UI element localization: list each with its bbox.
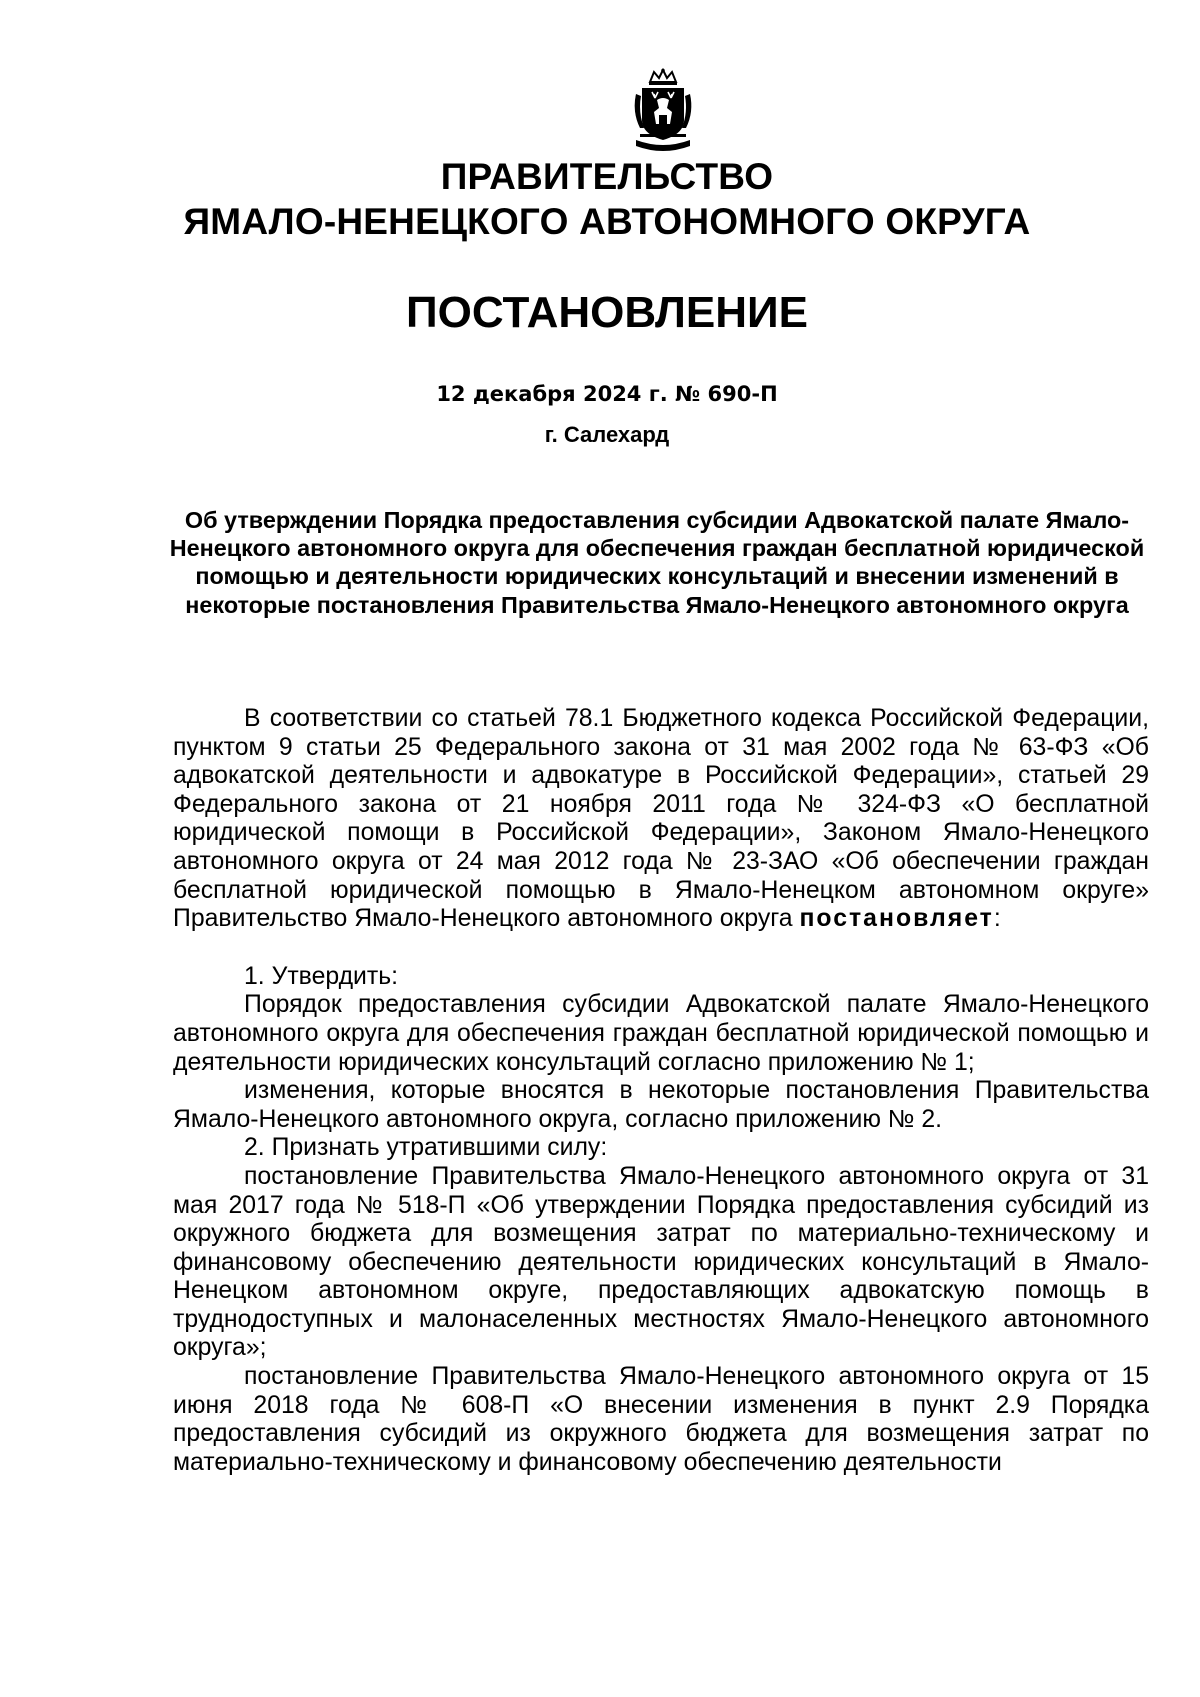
document-city: г. Салехард xyxy=(544,422,670,447)
document-date-number: 12 декабря 2024 г. № 690-П xyxy=(436,382,778,406)
coat-of-arms-icon xyxy=(630,68,696,154)
item-1-subitem-b: изменения, которые вносятся в некоторые постановления Правительства Ямало-Ненецкого автономного округа, согласно приложению № 2. xyxy=(173,1077,1149,1133)
paragraph-gap xyxy=(173,934,1149,963)
preamble-colon: : xyxy=(993,905,1001,933)
item-2-subitem-a: постановление Правительства Ямало-Ненецкого автономного округа от 31 мая 2017 года № 518-П «Об утверждении Порядка предоставления субсидий из окружного бюджета для возмещения затрат по материально-техническому и финансовому обеспечению деятельности юридических консультаций в Ямало-Ненецком автономном округе, предоставляющих адвокатскую помощь в труднодоступных и малонаселенных местностях Ямало-Ненецкого автономного округа»; xyxy=(173,1162,1149,1362)
document-body xyxy=(173,705,1149,1477)
document-type: ПОСТАНОВЛЕНИЕ xyxy=(405,288,809,337)
decree-word: постановляет xyxy=(799,905,994,933)
document-subject: Об утверждении Порядка предоставления субсидии Адвокатской палате Ямало-Ненецкого автономного округа для обеспечения граждан бесплатной юридической помощью и деятельности юридических консультаций и внесении изменений в некоторые постановления Правительства Ямало-Ненецкого автономного округа xyxy=(169,507,1145,618)
org-name-line1: ПРАВИТЕЛЬСТВО xyxy=(440,156,774,197)
org-name-line2: ЯМАЛО-НЕНЕЦКОГО АВТОНОМНОГО ОКРУГА xyxy=(183,201,1031,242)
item-1-subitem-a: Порядок предоставления субсидии Адвокатской палате Ямало-Ненецкого автономного округа для обеспечения граждан бесплатной юридической помощью и деятельности юридических консультаций согласно приложению № 1; xyxy=(173,991,1149,1076)
preamble-text: В соответствии со статьей 78.1 Бюджетного кодекса Российской Федерации, пунктом 9 статьи 25 Федерального закона от 31 мая 2002 года № 63-ФЗ «Об адвокатской деятельности и адвокатуре в Российской Федерации», статьей 29 Федерального закона от 21 ноября 2011 года № 324-ФЗ «О бесплатной юридической помощи в Российской Федерации», Законом Ямало-Ненецкого автономного округа от 24 мая 2012 года № 23-ЗАО «Об обеспечении граждан бесплатной юридической помощью в Ямало-Ненецком автономном округе» Правительство Ямало-Ненецкого автономного округа xyxy=(173,705,1149,933)
item-2-title: 2. Признать утратившими силу: xyxy=(244,1134,608,1162)
item-1-title: 1. Утвердить: xyxy=(244,962,399,990)
item-2-subitem-b: постановление Правительства Ямало-Ненецкого автономного округа от 15 июня 2018 года № 608-П «О внесении изменения в пункт 2.9 Порядка предоставления субсидий из окружного бюджета для возмещения затрат по материально-техническому и финансовому обеспечению деятельности xyxy=(173,1363,1149,1476)
preamble-paragraph xyxy=(173,705,1149,934)
